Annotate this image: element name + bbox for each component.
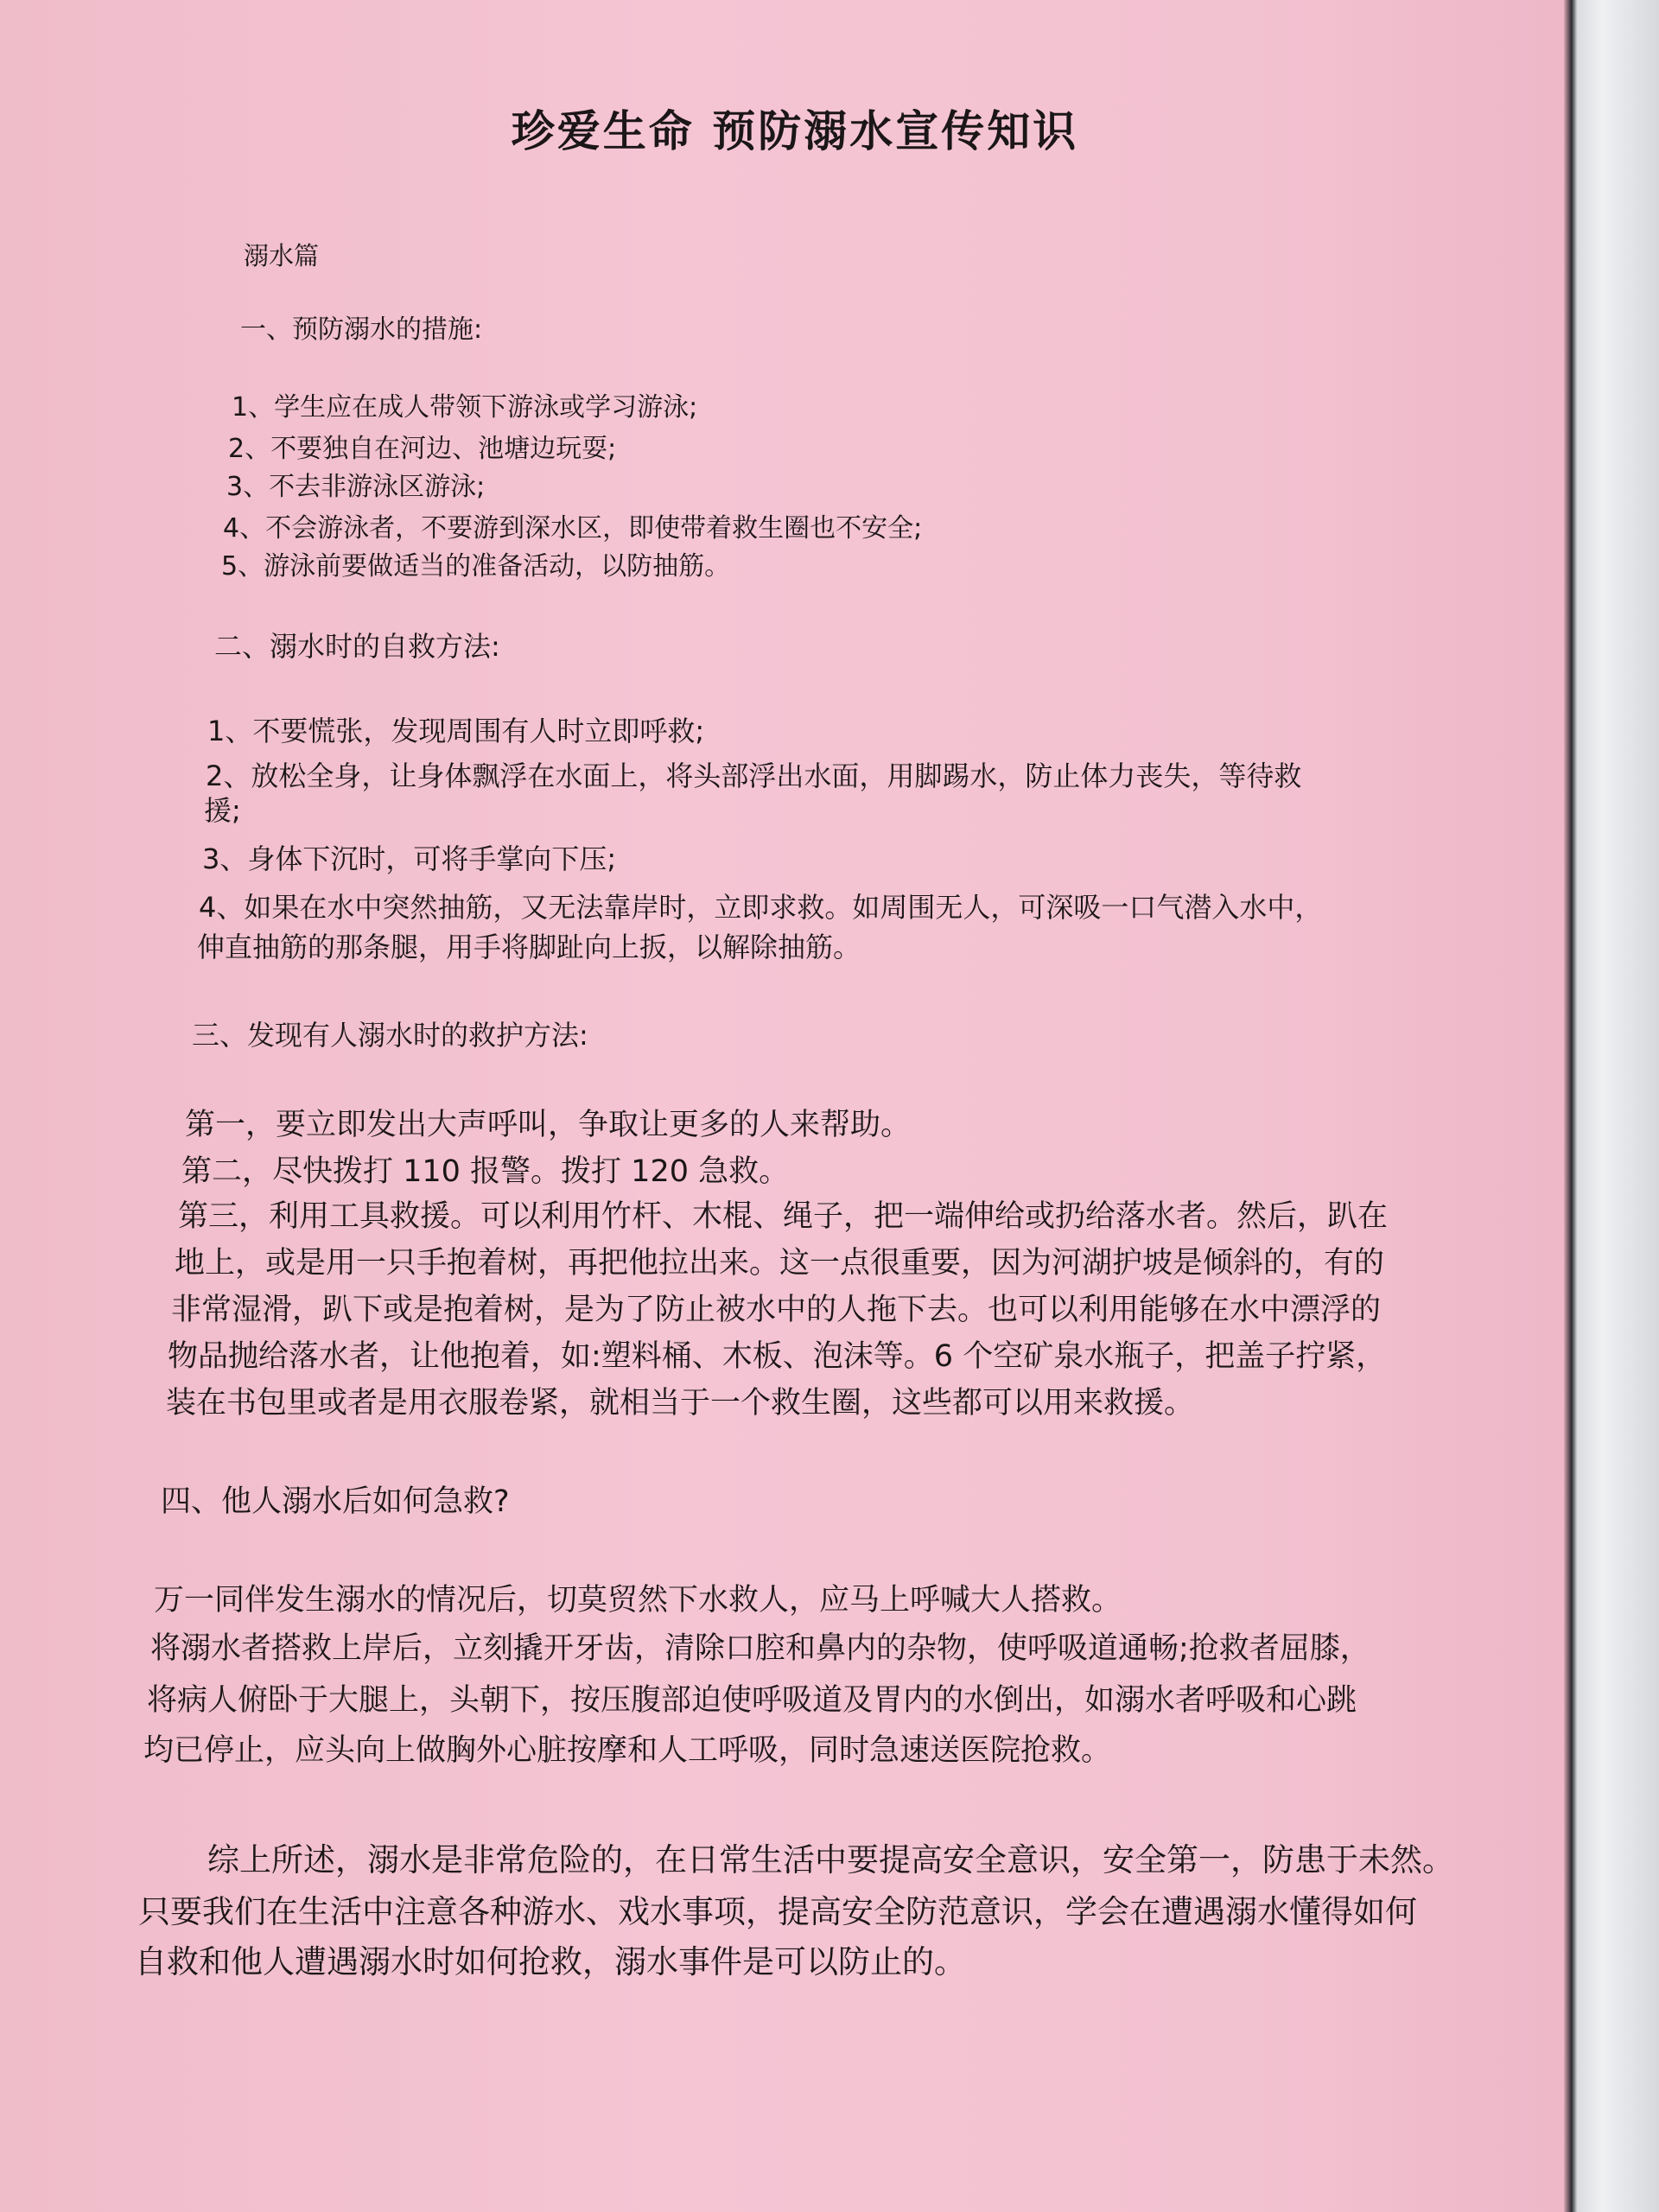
background-edge — [1564, 0, 1659, 2212]
list-item: 第一，要立即发出大声呼叫，争取让更多的人来帮助。 — [185, 1108, 912, 1142]
list-item: 3、身体下沉时，可将手掌向下压; — [202, 842, 617, 875]
document-title: 珍爱生命 预防溺水宣传知识 — [511, 106, 1079, 156]
conclusion-line: 综上所述，溺水是非常危险的，在日常生活中要提高安全意识，安全第一，防患于未然。 — [207, 1841, 1454, 1878]
conclusion-line: 自救和他人遭遇溺水时如何抢救，溺水事件是可以防止的。 — [135, 1943, 966, 1980]
section-label: 溺水篇 — [244, 241, 320, 270]
list-item: 2、不要独自在河边、池塘边玩耍; — [228, 434, 617, 464]
list-item: 4、不会游泳者，不要游到深水区，即使带着救生圈也不安全; — [223, 513, 923, 543]
section-heading-4: 四、他人溺水后如何急救? — [161, 1484, 510, 1519]
list-item: 将溺水者搭救上岸后，立刻撬开牙齿，清除口腔和鼻内的杂物，使呼吸道通畅;抢救者屈膝， — [150, 1631, 1370, 1666]
section-heading-3: 三、发现有人溺水时的救护方法: — [192, 1019, 588, 1052]
list-item: 装在书包里或者是用衣服卷紧，就相当于一个救生圈，这些都可以用来救援。 — [166, 1386, 1195, 1421]
list-item: 4、如果在水中突然抽筋，又无法靠岸时，立即求救。如周围无人，可深吸一口气潜入水中， — [199, 891, 1323, 924]
list-item: 非常湿滑，趴下或是抱着树，是为了防止被水中的人拖下去。也可以利用能够在水中漂浮的 — [171, 1293, 1382, 1327]
list-item: 均已停止，应头向上做胸外心脏按摩和人工呼吸，同时急速送医院抢救。 — [143, 1733, 1112, 1768]
list-item: 1、不要慌张，发现周围有人时立即呼救; — [207, 715, 705, 747]
section-heading-2: 二、溺水时的自救方法: — [214, 630, 500, 663]
conclusion-line: 只要我们在生活中注意各种游水、戏水事项，提高安全防范意识，学会在遭遇溺水懂得如何 — [138, 1893, 1417, 1930]
list-item: 5、游泳前要做适当的准备活动，以防抽筋。 — [221, 551, 731, 582]
list-item: 伸直抽筋的那条腿，用手将脚趾向上扳，以解除抽筋。 — [197, 931, 861, 963]
list-item: 3、不去非游泳区游泳; — [226, 472, 486, 502]
list-item: 1、学生应在成人带领下游泳或学习游泳; — [232, 392, 698, 423]
list-item: 援; — [204, 794, 241, 827]
list-item: 第二，尽快拨打 110 报警。拨打 120 急救。 — [181, 1154, 790, 1189]
list-item: 将病人俯卧于大腿上，头朝下，按压腹部迫使呼吸道及胃内的水倒出，如溺水者呼吸和心跳 — [147, 1683, 1357, 1718]
list-item: 地上，或是用一只手抱着树，再把他拉出来。这一点很重要，因为河湖护坡是倾斜的，有的 — [175, 1246, 1385, 1281]
list-item: 物品抛给落水者，让他抱着，如:塑料桶、木板、泡沫等。6 个空矿泉水瓶子，把盖子拧紧， — [168, 1339, 1387, 1374]
list-item: 万一同伴发生溺水的情况后，切莫贸然下水救人，应马上呼喊大人搭救。 — [154, 1583, 1122, 1618]
list-item: 2、放松全身，让身体飘浮在水面上，将头部浮出水面，用脚踢水，防止体力丧失，等待救 — [206, 760, 1302, 792]
list-item: 第三，利用工具救援。可以利用竹杆、木棍、绳子，把一端伸给或扔给落水者。然后，趴在 — [178, 1199, 1389, 1234]
section-heading-1: 一、预防溺水的措施: — [240, 315, 483, 345]
